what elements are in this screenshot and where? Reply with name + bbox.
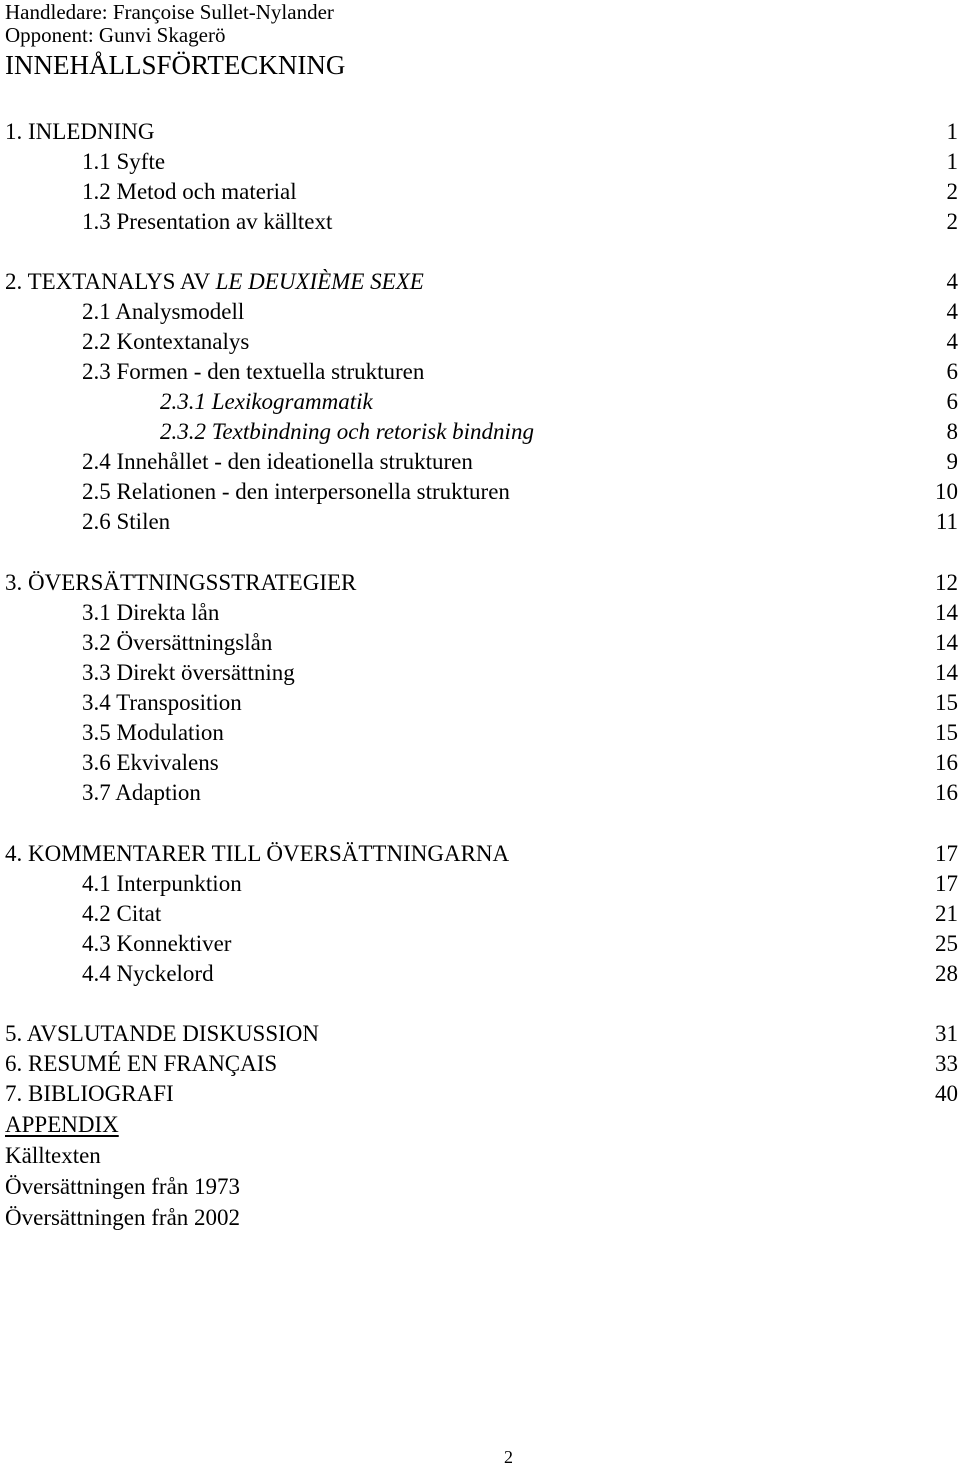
toc-entry-page: 2 bbox=[946, 179, 958, 204]
toc-entry-page: 2 bbox=[946, 209, 958, 234]
toc-entry-page: 21 bbox=[935, 901, 958, 926]
toc-entry-page: 16 bbox=[935, 780, 958, 805]
toc-entry-7[interactable] bbox=[0, 1079, 960, 1109]
toc-entry-2-1[interactable] bbox=[0, 297, 960, 327]
toc-entry-2-3-1[interactable] bbox=[0, 387, 960, 417]
toc-entry-page: 16 bbox=[935, 750, 958, 775]
toc-entry-5[interactable] bbox=[0, 1019, 960, 1049]
toc-entry-label: 4. KOMMENTARER TILL ÖVERSÄTTNINGARNA bbox=[5, 841, 510, 866]
toc-entry-page: 33 bbox=[935, 1051, 958, 1076]
toc-entry-4-3[interactable] bbox=[0, 929, 960, 959]
toc-entry-label: 7. BIBLIOGRAFI bbox=[5, 1081, 174, 1106]
toc-entry-label: 2.3 Formen - den textuella strukturen bbox=[82, 359, 425, 384]
toc-entry-3-3[interactable] bbox=[0, 658, 960, 688]
toc-entry-1-2[interactable] bbox=[0, 177, 960, 207]
toc-entry-page: 4 bbox=[946, 329, 958, 354]
toc-entry-page: 1 bbox=[946, 149, 958, 174]
toc-entry-label: 3.3 Direkt översättning bbox=[82, 660, 295, 685]
toc-entry-page: 40 bbox=[935, 1081, 958, 1106]
toc-entry-label: 1.3 Presentation av källtext bbox=[82, 209, 333, 234]
toc-entry-label: 2.6 Stilen bbox=[82, 509, 171, 534]
toc-entry-label: 3.5 Modulation bbox=[82, 720, 224, 745]
toc-entry-3-1[interactable] bbox=[0, 598, 960, 628]
toc-entry-label: 5. AVSLUTANDE DISKUSSION bbox=[5, 1021, 320, 1046]
toc-entry-1-3[interactable] bbox=[0, 207, 960, 237]
toc-entry-page: 31 bbox=[935, 1021, 958, 1046]
toc-entry-1-1[interactable] bbox=[0, 147, 960, 177]
toc-entry-4-4[interactable] bbox=[0, 959, 960, 989]
toc-entry-page: 4 bbox=[946, 299, 958, 324]
toc-entry-page: 17 bbox=[935, 871, 958, 896]
toc-title: INNEHÅLLSFÖRTECKNING bbox=[5, 50, 346, 80]
toc-entry-label: 1.2 Metod och material bbox=[82, 179, 297, 204]
toc-entry-label: 2.3.1 Lexikogrammatik bbox=[160, 389, 373, 414]
toc-entry-2-4[interactable] bbox=[0, 447, 960, 477]
toc-entry-4-1[interactable] bbox=[0, 869, 960, 899]
toc-entry-label: 1.1 Syfte bbox=[82, 149, 166, 174]
toc-entry-label: 4.4 Nyckelord bbox=[82, 961, 214, 986]
toc-entry-label: 4.2 Citat bbox=[82, 901, 162, 926]
toc-entry-label: 3.7 Adaption bbox=[82, 780, 201, 805]
toc-entry-label bbox=[5, 267, 424, 297]
toc-entry-page: 15 bbox=[935, 690, 958, 715]
toc-entry-page: 8 bbox=[946, 419, 958, 444]
toc-entry-label: 2.1 Analysmodell bbox=[82, 299, 245, 324]
toc-entry-2[interactable] bbox=[0, 267, 960, 297]
toc-entry-label: 1. INLEDNING bbox=[5, 119, 155, 144]
toc-entry-label: 3. ÖVERSÄTTNINGSSTRATEGIER bbox=[5, 570, 357, 595]
toc-entry-2-3-2[interactable] bbox=[0, 417, 960, 447]
toc-entry-label: 3.6 Ekvivalens bbox=[82, 750, 219, 775]
toc-entry-2-6[interactable] bbox=[0, 507, 960, 537]
toc-entry-label: 4.3 Konnektiver bbox=[82, 931, 232, 956]
toc-entry-label: 4.1 Interpunktion bbox=[82, 871, 242, 896]
toc-entry-label: 2.2 Kontextanalys bbox=[82, 329, 250, 354]
toc-entry-label: 3.2 Översättningslån bbox=[82, 630, 273, 655]
toc-entry-page: 11 bbox=[935, 509, 958, 534]
toc-entry-page: 28 bbox=[935, 961, 958, 986]
toc-entry-3-6[interactable] bbox=[0, 748, 960, 778]
toc-entry-page: 15 bbox=[935, 720, 958, 745]
toc-entry-label: 2.5 Relationen - den interpersonella strukturen bbox=[82, 479, 510, 504]
appendix-item-translation-2002[interactable]: Översättningen från 2002 bbox=[5, 1205, 241, 1230]
toc-entry-3-2[interactable] bbox=[0, 628, 960, 658]
toc-entry-label: 2.4 Innehållet - den ideationella strukturen bbox=[82, 449, 473, 474]
opponent-line: Opponent: Gunvi Skagerö bbox=[5, 23, 226, 47]
toc-entry-page: 17 bbox=[935, 841, 958, 866]
toc-entry-page: 6 bbox=[946, 359, 958, 384]
toc-entry-page: 6 bbox=[946, 389, 958, 414]
toc-entry-3[interactable] bbox=[0, 568, 960, 598]
toc-entry-label-prefix: 2. TEXTANALYS AV bbox=[5, 269, 216, 294]
toc-entry-label: 3.1 Direkta lån bbox=[82, 600, 220, 625]
toc-entry-2-2[interactable] bbox=[0, 327, 960, 357]
toc-entry-page: 14 bbox=[935, 600, 958, 625]
toc-entry-6[interactable] bbox=[0, 1049, 960, 1079]
toc-entry-page: 12 bbox=[935, 570, 958, 595]
supervisor-line: Handledare: Françoise Sullet-Nylander bbox=[5, 0, 334, 24]
toc-entry-3-7[interactable] bbox=[0, 778, 960, 808]
toc-entry-page: 14 bbox=[935, 660, 958, 685]
toc-entry-page: 10 bbox=[935, 479, 958, 504]
toc-entry-label: 2.3.2 Textbindning och retorisk bindning bbox=[160, 419, 534, 444]
toc-entry-label: 6. RESUMÉ EN FRANÇAIS bbox=[5, 1051, 278, 1076]
toc-entry-3-5[interactable] bbox=[0, 718, 960, 748]
toc-entry-page: 4 bbox=[946, 269, 958, 294]
toc-entry-page: 1 bbox=[946, 119, 958, 144]
toc-entry-label: 3.4 Transposition bbox=[82, 690, 242, 715]
toc-entry-2-3[interactable] bbox=[0, 357, 960, 387]
toc-entry-page: 14 bbox=[935, 630, 958, 655]
toc-entry-page: 25 bbox=[935, 931, 958, 956]
toc-entry-3-4[interactable] bbox=[0, 688, 960, 718]
toc-entry-1[interactable] bbox=[0, 117, 960, 147]
book-title: LE DEUXIÈME SEXE bbox=[215, 269, 424, 294]
toc-entry-page: 9 bbox=[946, 449, 958, 474]
toc-entry-4-2[interactable] bbox=[0, 899, 960, 929]
appendix-item-source-text[interactable]: Källtexten bbox=[5, 1143, 101, 1168]
page-number: 2 bbox=[504, 1447, 513, 1467]
toc-entry-4[interactable] bbox=[0, 839, 960, 869]
appendix-heading[interactable]: APPENDIX bbox=[5, 1112, 119, 1137]
appendix-item-translation-1973[interactable]: Översättningen från 1973 bbox=[5, 1174, 241, 1199]
toc-entry-2-5[interactable] bbox=[0, 477, 960, 507]
